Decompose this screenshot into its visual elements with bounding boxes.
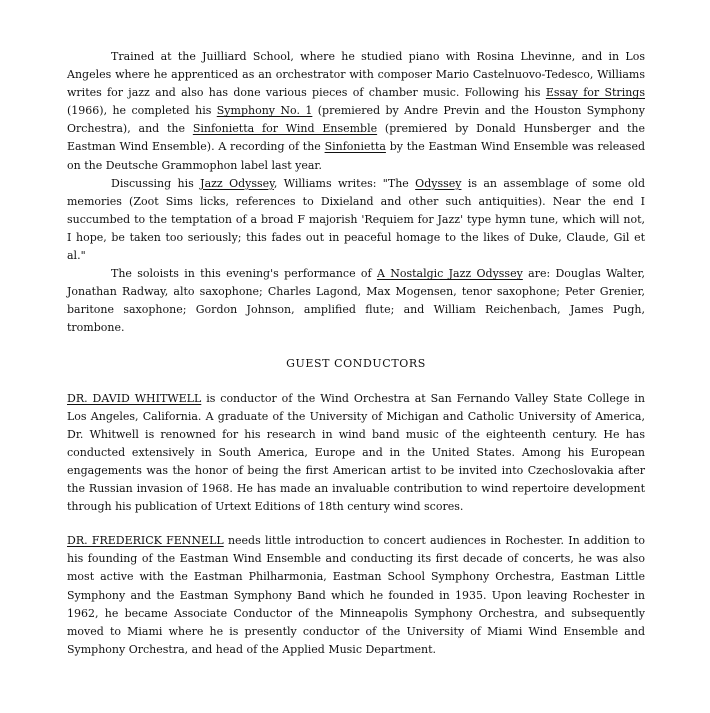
whitwell-bio-paragraph: DR. DAVID WHITWELL is conductor of the Wind Orchestra at San Fernando Valley State College in Los Angeles, California. A graduate of the University of Michigan and Catholic University of America, Dr. Whitwell is renowned for his research in wind band music of the eighteenth century. He has conducted extensively in South America, Europe and in the United States. Among his European engagements was the honor of being the first American artist to be invited into Czechoslovakia after the Russian invasion of 1968. He has made an invaluable contribution to wind repertoire development through his publication of Urtext Editions of 18th century wind scores. — [67, 391, 645, 514]
document-page — [67, 48, 645, 659]
jazz-odyssey-paragraph: Discussing his Jazz Odyssey, Williams writes: "The Odyssey is an assemblage of some old memories (Zoot Sims licks, references to Dixieland and other such antiquities). Near the end I succumbed to the temptation of a broad F majorish 'Requiem for Jazz' type hymn tune, which will not, I hope, be taken too seriously; this fades out in peaceful homage to the likes of Duke, Claude, Gil et al." — [67, 176, 646, 263]
work-title-sinfonietta-for-wind-ensemble: Sinfonietta for Wind Ensemble — [192, 122, 378, 136]
paragraph-gap — [67, 516, 645, 532]
work-title-essay-for-strings: Essay for Strings — [545, 86, 645, 100]
section-heading-guest-conductors: GUEST CONDUCTORS — [286, 356, 426, 370]
williams-bio-paragraph: Trained at the Juilliard School, where he studied piano with Rosina Lhevinne, and in Los Angeles where he apprenticed as an orchestrator with composer Mario Castelnuovo-Tedesco, Williams writes for jazz and also has done various pieces of chamber music. Following his Essay for Strings (1966), he completed his Symphony No. 1 (premiered by Andre Previn and the Houston Symphony Orchestra), and the Sinfonietta for Wind Ensemble (premiered by Donald Hunsberger and the Eastman Wind Ensemble). A recording of the Sinfonietta by the Eastman Wind Ensemble was released on the Deutsche Grammophon label last year. — [67, 50, 645, 172]
work-title-symphony-no-1: Symphony No. 1 — [216, 104, 313, 118]
fennell-bio-paragraph: DR. FREDERICK FENNELL needs little introduction to concert audiences in Rochester. In addition to his founding of the Eastman Wind Ensemble and conducting its first decade of concerts, he was also most active with the Eastman Philharmonia, Eastman School Symphony Orchestra, Eastman Little Symphony and the Eastman Symphony Band which he founded in 1935. Upon leaving Rochester in 1962, he became Associate Conductor of the Minneapolis Symphony Orchestra, and subsequently moved to Miami where he is presently conductor of the University of Miami Wind Ensemble and Symphony Orchestra, and head of the Applied Music Department. — [67, 534, 645, 656]
work-title-odyssey: Odyssey — [415, 176, 462, 190]
soloists-paragraph: The soloists in this evening's performance of A Nostalgic Jazz Odyssey are: Douglas Walter, Jonathan Radway, alto saxophone; Charles Lagond, Max Mogensen, tenor saxophone; Peter Grenier, baritone saxophone; Gordon Johnson, amplified flute; and William Reichenbach, James Pugh, trombone. — [67, 267, 646, 335]
work-title-nostalgic-jazz-odyssey: A Nostalgic Jazz Odyssey — [376, 267, 523, 281]
work-title-jazz-odyssey: Jazz Odyssey — [200, 176, 274, 190]
conductor-name-whitwell: DR. DAVID WHITWELL — [67, 391, 202, 405]
work-title-sinfonietta: Sinfonietta — [324, 140, 386, 154]
conductor-name-fennell: DR. FREDERICK FENNELL — [67, 534, 224, 548]
